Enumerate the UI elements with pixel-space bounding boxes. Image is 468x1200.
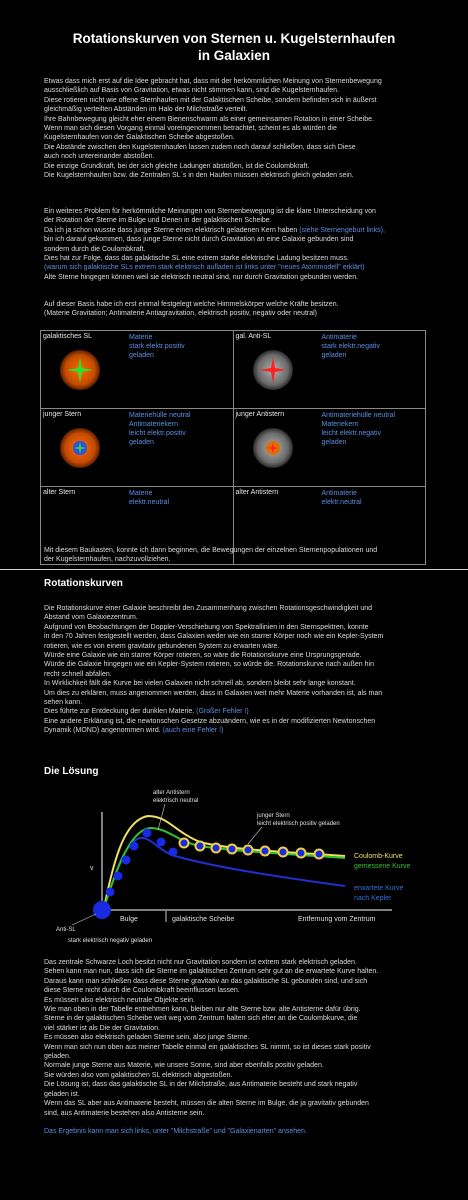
junger-antistern-icon — [252, 427, 294, 469]
antistern-marker — [106, 888, 115, 897]
junger-stern-icon — [59, 427, 101, 469]
label-jungstern: junger Stern — [257, 813, 290, 819]
label-bulge: Bulge — [120, 916, 138, 923]
table-cell: junger Stern Materiehülle neutral Antimateriekern leicht elektr.positiv geladen — [41, 409, 234, 487]
antistern-marker — [157, 838, 166, 847]
label-antistern-sub: elektrisch neutral — [153, 798, 199, 804]
junger-stern-marker — [279, 848, 288, 857]
label-entfernung: Entfernung vom Zentrum — [298, 916, 376, 923]
junger-stern-marker — [196, 842, 205, 851]
basis-paragraph: Auf dieser Basis habe ich erst einmal festgelegt welche Himmelskörper welche Kräfte besitzen. (Materie Gravitation; Antimaterie Antiagravitation, elektrisch positiv, negativ oder neutral) — [44, 301, 339, 318]
loesung-paragraph: Das zentrale Schwarze Loch besitzt nicht nur Gravitation sondern ist extrem stark elektrisch geladen. Sehen kann man nun, dass sich die Sterne im galaktischen Zentrum sehr gut an die erwartete Kurve halten. Daraus kann man schließen dass diese Sterne gravitativ an das galaktische SL gebunden sind, und sich diese Sterne nicht durch die Coulombkraft beeinflussen lassen. Es müssen also elektrisch neutrale Objekte sein. Wie man oben in der Tabelle entnehmen kann, bleiben nur alte Sterne bzw. alte Antisterne dafür übrig. Sterne in der galaktischen Scheibe weit weg vom Zentrum halten sich eher an die Coulombkurve, die viel stärker ist als Die der Gravitation. Es müssen also elektrisch geladen Sterne sein, also junge Sterne. Wenn man sich nun oben aus meiner Tabelle einmal ein galaktisches SL nimmt, so ist dieses stark positiv geladen. Normale junge Sterne aus Materie, wie unsere Sonne, sind aber ebenfalls positiv geladen. Sie würden also vom galaktischen SL elektrisch abgestoßen. Die Lösung ist, dass das galaktische SL in der Milchstraße, aus Antimaterie besteht und stark negativ geladen ist. Wenn das SL aber aus Antimaterie besteht, müssen die alten Sterne im Bulge, die ja gravitativ gebunden sind, aus Antimaterie bestehen also Antisterne sein. Das Ergebnis kann man sich links, unter "Milchstraße" und "Galaxienarten" ansehen. — [44, 958, 454, 1136]
table-cell: gal. Anti-SL Antimaterie stark elektr.negativ geladen — [233, 331, 426, 409]
baukasten-paragraph: Mit diesem Baukasten, konnte ich dann beginnen, die Bewegungen der einzelnen Sternenpopulationen und der Kugelsternhaufen, nachzuvollziehen. — [44, 547, 378, 564]
label-erwartet-sub: nach Kepler — [354, 895, 392, 902]
label-scheibe: galaktische Scheibe — [172, 916, 235, 923]
rotationskurven-paragraph: Die Rotationskurve einer Galaxie beschreibt den Zusammenhang zwischen Rotationsgeschwindigkeit und Abstand vom Galaxiezentrum. Aufgrund von Beobachtungen der Doppler-Verschiebung von Spektrallinien in den Sternspektren, konnte in den 70 Jahren festgestellt werden, dass Galaxien weder wie ein starrer Körper noch wie ein Kepler-System rotieren, wie es von einem gravitativ gebundenen System zu erwarten wäre. Würde eine Galaxie wie ein starrer Körper rotieren, so wäre die Rotationskurve eine Ursprungsgerade. Würde die Galaxie hingegen wie ein Kepler-System rotieren, so würde die. Rotationskurve nach außen hin recht schnell abfallen. In Wirklichkeit fällt die Kurve bei vielen Galaxien nicht schnell ab, sondern bleibt sehr lange konstant. Um dies zu erklären, muss angenommen werden, dass in Galaxien weit mehr Materie vorhanden ist, als man sehen kann. Dies führte zur Entdeckung der dunklen Materie. (Großer Fehler !) Eine andere Erklärung ist, die newtonschen Gesetze abzuändern, wie es in der modifizierten Newtonschen Dynamik (MOND) angenommen wird. (auch eine Fehler !) — [44, 605, 384, 735]
label-antistern: alter Antistern — [153, 790, 190, 796]
table-cell: junger Antistern Antimateriehülle neutral Materiekern leicht elektr.negativ geladen — [233, 409, 426, 487]
junger-stern-marker — [297, 849, 306, 858]
label-jungstern-pointer — [248, 827, 262, 844]
label-antisl-sub: stark elektrisch negativ geladen — [68, 938, 153, 944]
junger-stern-marker — [228, 845, 237, 854]
loesung-heading: Die Lösung — [44, 766, 99, 777]
antistern-marker — [130, 842, 139, 851]
label-coulomb: Coulomb-Kurve — [354, 853, 403, 860]
rotationskurve-diagram — [0, 780, 468, 950]
junger-stern-marker — [244, 846, 253, 855]
sternengeburt-link[interactable]: (siehe Sternengeburt links), — [299, 226, 385, 234]
rotationskurven-heading: Rotationskurven — [44, 578, 123, 589]
label-jungstern-sub: leicht elektrisch positiv geladen — [257, 821, 340, 827]
junger-stern-marker — [261, 847, 270, 856]
auch-fehler-link[interactable]: (auch eine Fehler !) — [162, 727, 224, 735]
atommodell-link[interactable]: (warum sich galaktische SLs extrem stark elektrisch aufladen ist links unter "neues Atommodell" erklärt) — [44, 264, 365, 272]
anti-sl-icon — [252, 349, 294, 391]
table-cell: alter Stern Materie elektr.neutral — [41, 487, 234, 565]
page-title: Rotationskurven von Sternen u. Kugelsternhaufen in Galaxien — [72, 31, 396, 63]
label-antisl: Anti-SL — [56, 927, 76, 933]
antistern-marker — [114, 872, 123, 881]
coulomb-kurve-line — [104, 816, 345, 908]
table-cell: galaktisches SL Materie stark elektr.positiv geladen — [41, 331, 234, 409]
antistern-marker — [143, 829, 152, 838]
sterne-paragraph: Ein weiteres Problem für herkömmliche Meinungen von Sternenbewegung ist die klare Unterscheidung von der Rotation der Sterne im Bulge und Denen in der galaktischen Scheibe. Da ich ja schon wusste dass junge Sterne einen elektrisch geladenen Kern haben (siehe Sternengeburt links), bin ich darauf gekommen, dass junge Sterne nicht durch Gravitation an eine Galaxie gebunden sind sondern durch die Coulombkraft. Dies hat zur Folge, dass das galaktische SL eine extrem starke elektrische Ladung besitzen muss. (warum sich galaktische SLs extrem stark elektrisch aufladen ist links unter "neues Atommodell" erklärt) Alte Sterne hingegen können weil sie elektrisch neutral sind, nur durch Gravitation gebunden werden. — [44, 207, 454, 282]
anti-sl-marker — [93, 901, 111, 919]
grosser-fehler-link[interactable]: (Großer Fehler !) — [196, 708, 249, 716]
label-gemessen: gemessene Kurve — [354, 863, 411, 870]
table-cell: alter Antistern Antimaterie elektr.neutral — [233, 487, 426, 565]
label-v: v — [90, 865, 94, 872]
junger-stern-marker — [315, 850, 324, 859]
antistern-marker — [122, 856, 131, 865]
label-antisl-pointer — [72, 914, 96, 925]
junger-stern-marker — [212, 844, 221, 853]
antistern-marker — [169, 848, 178, 857]
himmelskoerper-table — [40, 330, 426, 565]
milchstrasse-link[interactable]: Das Ergebnis kann man sich links, unter "Milchstraße" und "Galaxienarten" ansehen. — [44, 1127, 307, 1135]
galaktisches-sl-icon — [59, 349, 101, 391]
intro-paragraph: Etwas dass mich erst auf die Idee gebracht hat, dass mit der herkömmlichen Meinung von Sternenbewegung ausschließlich auf Basis von Gravitation, etwas nicht stimmen kann, sind die Kugelsternhaufen. Diese rotieren nicht wie offene Sternhaufen mit der Galaktischen Scheibe, sondern befinden sich in äußerst gleichmäßig verteilten Abständen im Halo der Milchstraße verteilt. Ihre Bahnbewegung gleicht eher einem Bienenschwarm als einer gemeinsamen Rotation in einer Scheibe. Wenn man sich diesen Vorgang einmal voreingenommen betrachtet, scheint es als würden die Kugelsternhaufen von der Galaktischen Scheibe abgestoßen. Die Abstände zwischen den Kugelsternhaufen lassen zudem noch darauf schließen, dass sich Diese auch noch untereinander abstoßen. Die einzige Grundkraft, bei der sich gleiche Ladungen abstoßen, ist die Coulombkraft. Die Kugelsternhaufen bzw. die Zentralen SL´s in den Haufen müssen elektrisch gleich geladen sein. — [44, 78, 382, 180]
section-divider — [0, 569, 468, 570]
junger-stern-marker — [180, 839, 189, 848]
label-erwartet: erwartete Kurve — [354, 885, 404, 892]
